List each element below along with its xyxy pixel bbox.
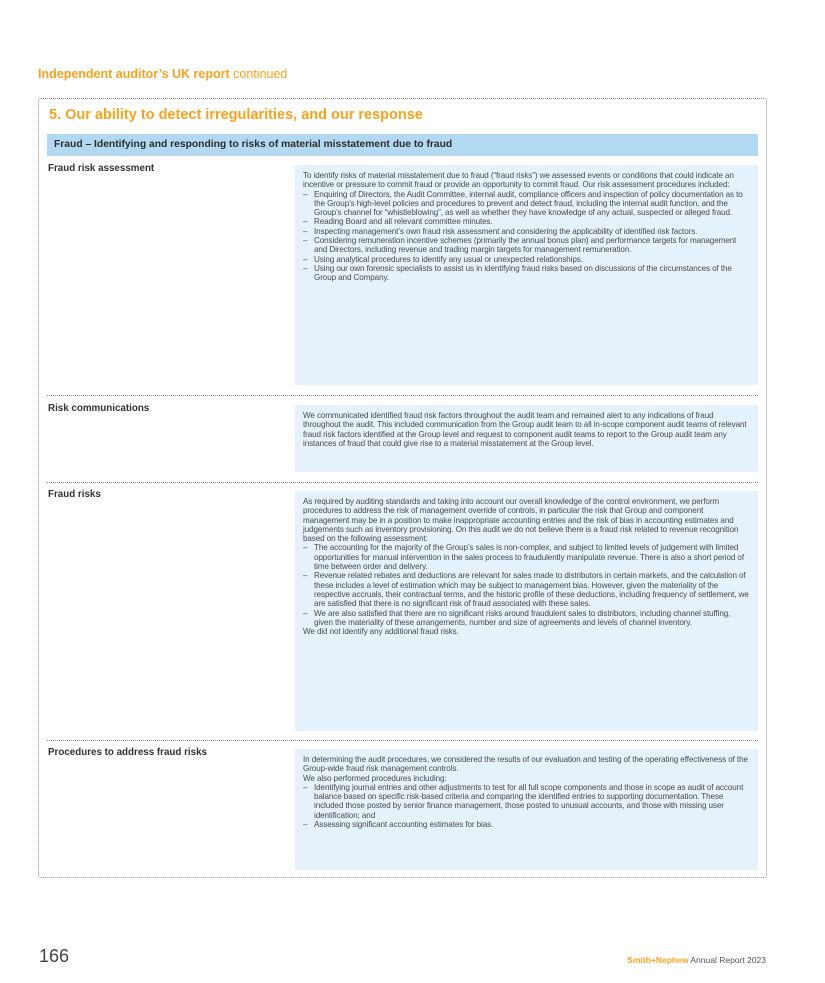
row-content-fraud-risk-assessment (295, 165, 758, 385)
row-label-procedures: Procedures to address fraud risks (48, 747, 207, 758)
bullet-list (303, 783, 750, 829)
row-label-fraud-risks: Fraud risks (48, 489, 101, 500)
row-content-fraud-risks (295, 491, 758, 731)
report-name: Annual Report 2023 (690, 955, 766, 965)
row-content-procedures (295, 749, 758, 870)
list-item: – Identifying journal entries and other adjustments to test for all full scope components and those in scope as audit of account balance based on specific risk-based criteria and comparing the identified entries to supporting documentation. These included those posted by senior finance management, those posted to unusual accounts, and those with missing user identification; and (303, 783, 750, 820)
paragraph: To identify risks of material misstatement due to fraud (“fraud risks”) we assessed events or conditions that could indicate an incentive or pressure to commit fraud or provide an opportunity to commit fraud. Our risk assessment procedures included: (303, 171, 734, 190)
table-header: Fraud – Identifying and responding to risks of material misstatement due to fraud (47, 134, 758, 156)
row-divider (47, 740, 758, 741)
section-title: 5. Our ability to detect irregularities, and our response (49, 107, 423, 123)
paragraph: As required by auditing standards and taking into account our overall knowledge of the control environment, we perform procedures to address the risk of management override of controls, in particular the risk that Group and component management may be in a position to make inappropriate accounting entries and the risk of bias in accounting estimates and judgements such as inventory provisioning. On this audit we do not believe there is a fraud risk related to revenue recognition based on the following assessment: (303, 497, 739, 544)
row-label-fraud-risk-assessment: Fraud risk assessment (48, 163, 155, 174)
list-item: – Reading Board and all relevant committee minutes. (303, 217, 750, 226)
row-content-risk-communications (295, 405, 758, 472)
list-item: – Considering remuneration incentive schemes (primarily the annual bonus plan) and performance targets for management and Directors, including revenue and trading margin targets for management remuneration. (303, 236, 750, 255)
paragraph: We did not identify any additional fraud risks. (303, 627, 459, 637)
irregularities-panel (38, 98, 767, 878)
brand-name: Smith+Nephew (627, 955, 689, 965)
list-item: – We are also satisfied that there are no significant risks around fraudulent sales to distributors, including channel stuffing, given the materiality of these arrangements, number and size of agreements and levels of channel inventory. (303, 609, 750, 628)
page-number: 166 (39, 946, 70, 966)
row-divider (47, 395, 758, 396)
paragraph: We also performed procedures including: (303, 773, 447, 783)
row-label-risk-communications: Risk communications (48, 403, 150, 414)
list-item: – Using analytical procedures to identify any usual or unexpected relationships. (303, 255, 750, 264)
footer-brand (627, 955, 766, 965)
paragraph: We communicated identified fraud risk factors throughout the audit team and remained alert to any indications of fraud throughout the audit. This included communication from the Group audit team to all in-scope component audit teams of relevant fraud risk factors identified at the Group level and request to component audit teams to report to the Group audit team any instances of fraud that could give rise to a material misstatement at the Group level. (303, 411, 747, 448)
list-item: – Enquiring of Directors, the Audit Committee, internal audit, compliance officers and inspection of policy documentation as to the Group’s high-level policies and procedures to prevent and detect fraud, including the internal audit function, and the Group’s channel for “whistleblowing”, as well as whether they have knowledge of any actual, suspected or alleged fraud. (303, 190, 750, 218)
bullet-list (303, 543, 750, 627)
running-head (38, 67, 287, 81)
running-head-title: Independent auditor’s UK report (38, 67, 230, 81)
list-item: – The accounting for the majority of the Group’s sales is non-complex, and subject to limited levels of judgement with limited opportunities for manual intervention in the sales process to fraudulently manipulate revenue. There is also a short period of time between order and delivery. (303, 543, 750, 571)
paragraph: In determining the audit procedures, we considered the results of our evaluation and testing of the operating effectiveness of the Group-wide fraud risk management controls. (303, 755, 748, 774)
bullet-list (303, 190, 750, 283)
list-item: – Assessing significant accounting estimates for bias. (303, 820, 750, 829)
list-item: – Revenue related rebates and deductions are relevant for sales made to distributors in certain markets, and the calculation of these includes a level of estimation which may be subject to management bias. However, given the materiality of the respective accruals, their contractual terms, and the historic profile of these deductions, including frequency of settlement, we are satisfied that there is no significant risk of fraud associated with these sales. (303, 571, 750, 608)
list-item: – Inspecting management’s own fraud risk assessment and considering the applicability of identified risk factors. (303, 227, 750, 236)
running-head-continued: continued (233, 67, 288, 81)
list-item: – Using our own forensic specialists to assist us in identifying fraud risks based on discussions of the circumstances of the Group and Company. (303, 264, 750, 283)
row-divider (47, 482, 758, 483)
